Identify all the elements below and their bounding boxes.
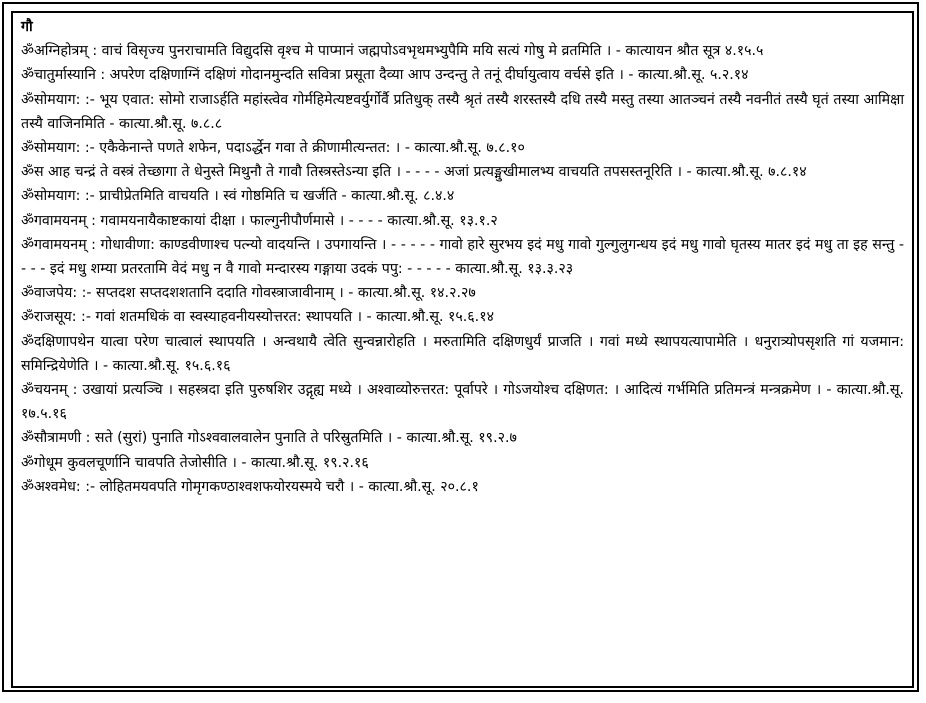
entry-somayaga-3: ॐसोमयाग: :- प्राचीप्रेतमिति वाचयति । स्वं गोष्ठमिति च खर्जति - कात्या.श्रौ.सू. ८.४.४ <box>21 188 455 205</box>
page-frame-outer <box>2 2 919 692</box>
entry-somayaga-2: ॐसोमयाग: :- एकैकेनान्ते पणते शफेन, पदाऽर्द्धेन गवा ते क्रीणामीत्यन्तत: । - कात्या.श्रौ.सू. ७.८.१० <box>21 140 525 157</box>
entry-chayana: ॐचयनम् : उखायां प्रत्यञ्चि । सहस्त्रदा इति पुरुषशिर उद्गृह्य मध्ये । अश्वाव्योरुत्तरत: पूर्वापरे । गोऽजयोश्च दक्षिणत: । आदित्यं गर्भमिति प्रतिमन्त्रं मन्त्रक्रमेण । - कात्या.श्रौ.सू. १७.५.१६ <box>21 382 904 423</box>
entry-vajapeya: ॐवाजपेय: :- सप्तदश सप्तदशशतानि ददाति गोवस्त्राजावीनाम् । - कात्या.श्रौ.सू. १४.२.२७ <box>21 285 476 302</box>
page-heading: गौ <box>21 19 33 35</box>
entry-ashvamedha: ॐअश्वमेध: :- लोहितमयवपति गोमृगकण्ठाश्वशफयोरयस्मये चरौ । - कात्या.श्रौ.सू. २०.८.१ <box>21 478 479 495</box>
entry-rajasuya: ॐराजसूय: :- गवां शतमधिकं वा स्वस्याहवनीयस्योत्तरत: स्थापयति । - कात्या.श्रौ.सू. १५.६.१४ <box>21 309 494 326</box>
page-frame-inner <box>11 11 914 688</box>
entry-somayaga-1: ॐसोमयाग: :- भूय एवात: सोमो राजाऽर्हति महांस्त्वेव गोर्महिमेत्यष्टवर्युर्गोर्वै प्रतिधुक् तस्यै श्रृतं तस्यै शरस्तस्यै दधि तस्यै मस्तु तस्या आतञ्चनं तस्यै नवनीतं तस्यै घृतं तस्या आमिक्षा तस्यै वाजिनमिति - कात्या.श्रौ.सू. ७.८.८ <box>21 91 904 132</box>
entry-godhuma: ॐगोधूम कुवलचूर्णानि चावपति तेजोसीति । - कात्या.श्रौ.सू. १९.२.१६ <box>21 454 369 471</box>
entry-sa-aha: ॐस आह चन्द्रं ते वस्त्रं तेच्छागा ते धेनुस्ते मिथुनौ ते गावौ तिस्त्रस्तेऽन्या इति । - - - - अजां प्रत्यङ्मुखीमालभ्य वाचयति तपसस्तनूरिति । - कात्या.श्रौ.सू. ७.८.१४ <box>21 164 807 181</box>
entry-gavamayana-1: ॐगवामयनम् : गवामयनायैकाष्टकायां दीक्षा । फाल्गुनीपौर्णमासे । - - - - कात्या.श्रौ.सू. १३.१.२ <box>21 212 498 229</box>
entry-gavamayana-2: ॐगवामयनम् : गोधावीणा: काण्डवीणाश्च पत्न्यो वादयन्ति । उपगायन्ति । - - - - - गावो हारे सुरभय इदं मधु गावो गुल्गुलुगन्धय इदं मधु गावो घृतस्य मातर इदं मधु ता इह सन्तु - - - - इदं मधु शम्या प्रतरतामि वेदं मधु न वै गावो मन्दारस्य गङ्गाया उदकं पपु: - - - - - कात्या.श्रौ.सू. १३.३.२३ <box>21 236 904 278</box>
entry-agnihotra: ॐअग्निहोत्रम् : वाचं विसृज्य पुनराचामति विद्युदसि वृश्च मे पाप्मानं जह्मपोऽवभृथमभ्युपैमि मयि सत्यं गोषु मे व्रतमिति । - कात्यायन श्रौत सूत्र ४.१५.५ <box>21 43 764 60</box>
entry-chaturmasya: ॐचातुर्मास्यानि : अपरेण दक्षिणाग्निं दक्षिणं गोदानमुन्दति सवित्रा प्रसूता दैव्या आप उन्दन्तु ते तनूं दीर्घायुत्वाय वर्चसे इति । - कात्या.श्रौ.सू. ५.२.१४ <box>21 67 749 84</box>
entry-dakshinapatha: ॐदक्षिणापथेन यात्वा परेण चात्वालं स्थापयति । अन्वथायै त्वेति सुन्वन्नारोहति । मरुतामिति दक्षिणधुर्यं प्राजति । गवां मध्ये स्थापयत्यापामेति । धनुरात्र्योपसृशति गां यजमान: समिन्द्रियेणेति । - कात्या.श्रौ.सू. १५.६.१६ <box>21 333 904 374</box>
document-body <box>21 15 904 499</box>
entry-sautramani: ॐसौत्रामणी : सते (सुरां) पुनाति गोऽश्ववालवालेन पुनाति ते परिस्रुतमिति । - कात्या.श्रौ.सू. १९.२.७ <box>21 430 517 447</box>
